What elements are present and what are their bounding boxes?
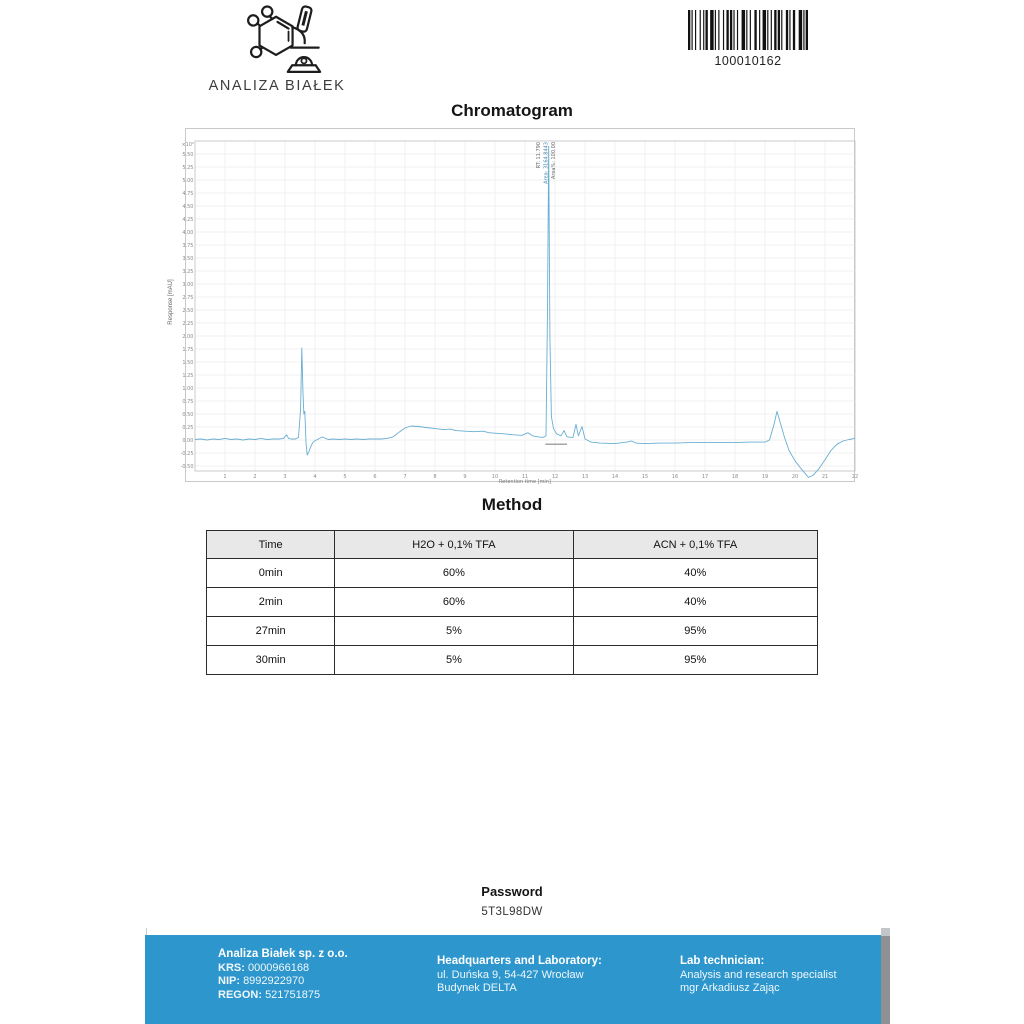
svg-text:5.00: 5.00 xyxy=(182,177,194,184)
chromatogram-chart xyxy=(180,128,859,485)
peak-annotation: Area%: 100.00 xyxy=(551,142,557,180)
svg-text:12: 12 xyxy=(551,474,559,480)
password-value: 5T3L98DW xyxy=(481,906,543,918)
table-cell: 40% xyxy=(573,559,817,588)
table-cell: 60% xyxy=(335,559,573,588)
svg-text:21: 21 xyxy=(821,474,829,480)
method-title: Method xyxy=(481,495,543,514)
table-row xyxy=(207,559,818,588)
footer-shadow-strip xyxy=(881,936,890,1024)
svg-text:18: 18 xyxy=(731,474,739,480)
svg-text:5.25: 5.25 xyxy=(182,164,194,171)
svg-text:2.25: 2.25 xyxy=(182,320,194,327)
footer-shadow-corner xyxy=(881,928,890,936)
svg-text:10: 10 xyxy=(491,474,499,480)
peak-annotation: RT: 11.790 xyxy=(536,142,542,169)
technician-title: Lab technician: xyxy=(680,955,765,967)
company-regon: REGON: 521751875 xyxy=(218,988,321,1001)
svg-text:3: 3 xyxy=(283,474,287,480)
footer xyxy=(145,935,881,1024)
table-cell: 2min xyxy=(207,588,335,617)
table-cell: 5% xyxy=(335,646,573,675)
svg-text:2.75: 2.75 xyxy=(182,294,194,301)
svg-text:3.00: 3.00 xyxy=(182,281,194,288)
peak-annotation: Area: 3164.8443 xyxy=(543,142,550,184)
svg-text:1.00: 1.00 xyxy=(182,385,194,392)
svg-text:0.75: 0.75 xyxy=(182,398,194,405)
svg-text:4.00: 4.00 xyxy=(182,229,194,236)
svg-text:7: 7 xyxy=(403,474,407,480)
svg-text:19: 19 xyxy=(761,474,769,480)
y-multiplier-label: ×10² xyxy=(181,142,194,148)
svg-text:0.25: 0.25 xyxy=(182,424,194,431)
svg-text:0.00: 0.00 xyxy=(182,437,194,444)
svg-text:4: 4 xyxy=(313,474,317,480)
company-krs: KRS: 0000966168 xyxy=(218,961,310,974)
table-header-cell: Time xyxy=(207,531,335,559)
svg-text:16: 16 xyxy=(671,474,679,480)
technician-name: mgr Arkadiusz Zając xyxy=(680,982,780,994)
svg-text:1.25: 1.25 xyxy=(182,372,194,379)
chemistry-microscope-logo-icon xyxy=(229,5,326,77)
table-row xyxy=(207,646,818,675)
svg-text:9: 9 xyxy=(463,474,467,480)
chromatogram-title: Chromatogram xyxy=(451,101,573,120)
logo-block xyxy=(207,5,347,94)
svg-text:5: 5 xyxy=(343,474,347,480)
table-cell: 95% xyxy=(573,617,817,646)
table-row xyxy=(207,588,818,617)
svg-text:3.75: 3.75 xyxy=(182,242,194,249)
svg-text:1.75: 1.75 xyxy=(182,346,194,353)
svg-text:22: 22 xyxy=(851,474,859,480)
table-cell: 60% xyxy=(335,588,573,617)
svg-text:1.50: 1.50 xyxy=(182,359,194,366)
svg-text:8: 8 xyxy=(433,474,437,480)
svg-text:6: 6 xyxy=(373,474,377,480)
svg-text:1: 1 xyxy=(223,474,227,480)
svg-text:2: 2 xyxy=(253,474,257,480)
svg-text:4.75: 4.75 xyxy=(182,190,194,197)
headquarters-building: Budynek DELTA xyxy=(437,982,517,994)
table-row xyxy=(207,617,818,646)
footer-headquarters-column xyxy=(437,955,602,996)
svg-text:2.00: 2.00 xyxy=(182,333,194,340)
table-header-cell: H2O + 0,1% TFA xyxy=(335,531,573,559)
table-header-cell: ACN + 0,1% TFA xyxy=(573,531,817,559)
svg-text:3.25: 3.25 xyxy=(182,268,194,275)
svg-text:20: 20 xyxy=(791,474,799,480)
table-cell: 40% xyxy=(573,588,817,617)
barcode-icon xyxy=(688,10,808,50)
table-cell: 30min xyxy=(207,646,335,675)
barcode-value: 100010162 xyxy=(714,54,782,68)
svg-text:13: 13 xyxy=(581,474,589,480)
svg-text:-0.25: -0.25 xyxy=(180,450,194,457)
company-name: Analiza Białek sp. z o.o. xyxy=(218,948,348,960)
svg-text:3.50: 3.50 xyxy=(182,255,194,262)
svg-text:4.50: 4.50 xyxy=(182,203,194,210)
svg-text:5.50: 5.50 xyxy=(182,151,194,158)
chromatogram-plot xyxy=(180,129,859,485)
svg-text:14: 14 xyxy=(611,474,619,480)
company-nip: NIP: 8992922970 xyxy=(218,975,305,987)
svg-text:11: 11 xyxy=(521,474,529,480)
technician-role: Analysis and research specialist xyxy=(680,968,837,981)
svg-text:-0.50: -0.50 xyxy=(180,463,194,470)
svg-text:4.25: 4.25 xyxy=(182,216,194,223)
headquarters-title: Headquarters and Laboratory: xyxy=(437,955,602,967)
brand-name: ANALIZA BIAŁEK xyxy=(208,78,346,94)
svg-text:15: 15 xyxy=(641,474,649,480)
headquarters-address: ul. Duńska 9, 54-427 Wrocław xyxy=(437,968,584,981)
svg-text:2.50: 2.50 xyxy=(182,307,194,314)
svg-text:17: 17 xyxy=(701,474,709,480)
method-table-header xyxy=(207,531,818,559)
chart-x-axis-label: Retention time [min] xyxy=(499,479,551,485)
table-cell: 5% xyxy=(335,617,573,646)
table-cell: 27min xyxy=(207,617,335,646)
footer-technician-column xyxy=(680,955,837,996)
password-label: Password xyxy=(481,884,543,899)
chart-y-axis-label: Response [mAU] xyxy=(168,279,174,325)
footer-company-column xyxy=(218,948,348,1002)
table-cell: 95% xyxy=(573,646,817,675)
barcode-block xyxy=(688,10,808,68)
table-cell: 0min xyxy=(207,559,335,588)
method-table xyxy=(206,530,818,675)
svg-text:0.50: 0.50 xyxy=(182,411,194,418)
